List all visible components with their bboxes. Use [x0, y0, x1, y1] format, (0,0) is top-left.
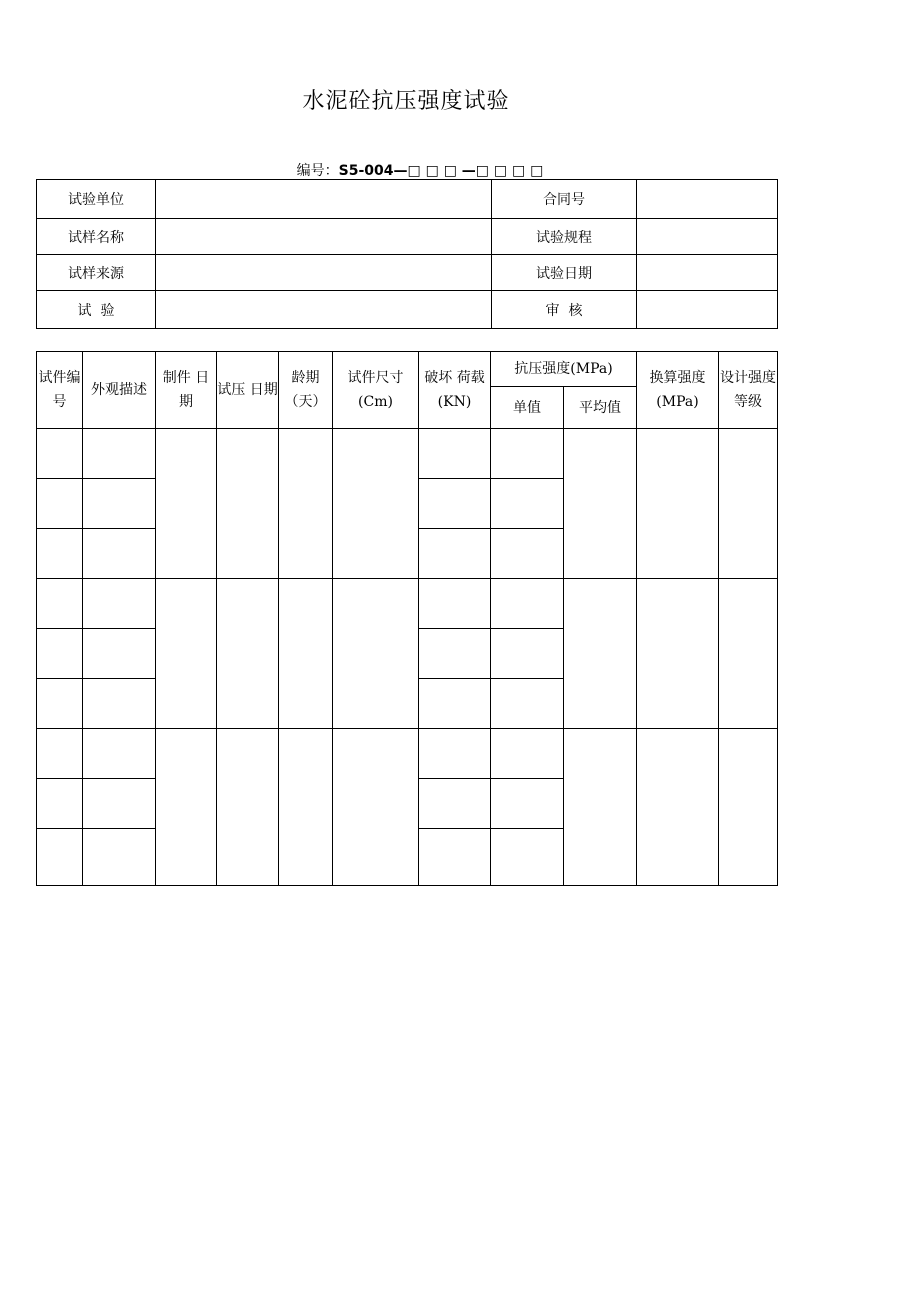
- col-make-date-header: 制件 日期: [156, 352, 217, 429]
- make-date-cell[interactable]: [156, 579, 217, 729]
- col-load-header: 破坏 荷载(KN): [419, 352, 491, 429]
- appearance-cell[interactable]: [83, 479, 156, 529]
- info-row: [37, 255, 778, 291]
- press-date-cell[interactable]: [217, 729, 279, 886]
- id-cell[interactable]: [37, 579, 83, 629]
- id-cell[interactable]: [37, 729, 83, 779]
- id-cell[interactable]: [37, 479, 83, 529]
- load-cell[interactable]: [419, 829, 491, 886]
- single-cell[interactable]: [491, 779, 564, 829]
- unit-value-cell[interactable]: [156, 180, 492, 219]
- header-row: [37, 352, 778, 387]
- design-cell[interactable]: [719, 579, 778, 729]
- table-row: [37, 579, 778, 629]
- single-cell[interactable]: [491, 829, 564, 886]
- col-appearance-header: 外观描述: [83, 352, 156, 429]
- make-date-cell[interactable]: [156, 429, 217, 579]
- appearance-cell[interactable]: [83, 579, 156, 629]
- load-cell[interactable]: [419, 579, 491, 629]
- appearance-cell[interactable]: [83, 729, 156, 779]
- id-cell[interactable]: [37, 429, 83, 479]
- reviewer-value-cell[interactable]: [637, 291, 778, 329]
- single-cell[interactable]: [491, 729, 564, 779]
- avg-cell[interactable]: [564, 579, 637, 729]
- table-row: [37, 729, 778, 779]
- id-cell[interactable]: [37, 779, 83, 829]
- appearance-cell[interactable]: [83, 529, 156, 579]
- col-converted-header: 换算强度(MPa): [637, 352, 719, 429]
- appearance-cell[interactable]: [83, 779, 156, 829]
- info-row: [37, 180, 778, 219]
- sample-source-value-cell[interactable]: [156, 255, 492, 291]
- sample-name-label: 试样名称: [37, 219, 156, 255]
- size-cell[interactable]: [333, 729, 419, 886]
- id-cell[interactable]: [37, 829, 83, 886]
- col-design-header: 设计强度等级: [719, 352, 778, 429]
- unit-label: 试验单位: [37, 180, 156, 219]
- appearance-cell[interactable]: [83, 629, 156, 679]
- test-results-table: [36, 351, 778, 886]
- design-cell[interactable]: [719, 729, 778, 886]
- load-cell[interactable]: [419, 629, 491, 679]
- col-size-header: 试件尺寸(Cm): [333, 352, 419, 429]
- spec-value-cell[interactable]: [637, 219, 778, 255]
- document-number: [0, 160, 840, 180]
- col-id-header: 试件编号: [37, 352, 83, 429]
- load-cell[interactable]: [419, 679, 491, 729]
- doc-number-label: 编号：: [296, 163, 339, 179]
- load-cell[interactable]: [419, 479, 491, 529]
- single-cell[interactable]: [491, 479, 564, 529]
- col-press-date-header: 试压 日期: [217, 352, 279, 429]
- col-avg-header: 平均值: [564, 387, 637, 429]
- tester-label: 试 验: [37, 291, 156, 329]
- info-table: [36, 179, 778, 329]
- appearance-cell[interactable]: [83, 429, 156, 479]
- single-cell[interactable]: [491, 429, 564, 479]
- converted-cell[interactable]: [637, 429, 719, 579]
- table-row: [37, 429, 778, 479]
- load-cell[interactable]: [419, 429, 491, 479]
- contract-label: 合同号: [492, 180, 637, 219]
- load-cell[interactable]: [419, 529, 491, 579]
- single-cell[interactable]: [491, 629, 564, 679]
- converted-cell[interactable]: [637, 579, 719, 729]
- age-cell[interactable]: [279, 579, 333, 729]
- col-strength-header: 抗压强度(MPa): [491, 352, 637, 387]
- test-date-value-cell[interactable]: [637, 255, 778, 291]
- make-date-cell[interactable]: [156, 729, 217, 886]
- doc-number-value: S5-004—□ □ □ —□ □ □ □: [338, 163, 544, 179]
- size-cell[interactable]: [333, 429, 419, 579]
- avg-cell[interactable]: [564, 729, 637, 886]
- sample-name-value-cell[interactable]: [156, 219, 492, 255]
- tester-value-cell[interactable]: [156, 291, 492, 329]
- avg-cell[interactable]: [564, 429, 637, 579]
- id-cell[interactable]: [37, 529, 83, 579]
- info-row: [37, 219, 778, 255]
- sample-source-label: 试样来源: [37, 255, 156, 291]
- single-cell[interactable]: [491, 529, 564, 579]
- single-cell[interactable]: [491, 579, 564, 629]
- converted-cell[interactable]: [637, 729, 719, 886]
- age-cell[interactable]: [279, 729, 333, 886]
- col-single-header: 单值: [491, 387, 564, 429]
- spec-label: 试验规程: [492, 219, 637, 255]
- load-cell[interactable]: [419, 729, 491, 779]
- id-cell[interactable]: [37, 629, 83, 679]
- appearance-cell[interactable]: [83, 679, 156, 729]
- appearance-cell[interactable]: [83, 829, 156, 886]
- press-date-cell[interactable]: [217, 429, 279, 579]
- press-date-cell[interactable]: [217, 579, 279, 729]
- reviewer-label: 审 核: [492, 291, 637, 329]
- design-cell[interactable]: [719, 429, 778, 579]
- id-cell[interactable]: [37, 679, 83, 729]
- age-cell[interactable]: [279, 429, 333, 579]
- contract-value-cell[interactable]: [637, 180, 778, 219]
- info-row: [37, 291, 778, 329]
- col-age-header: 龄期（天）: [279, 352, 333, 429]
- page-title: 水泥砼抗压强度试验: [302, 89, 510, 114]
- single-cell[interactable]: [491, 679, 564, 729]
- size-cell[interactable]: [333, 579, 419, 729]
- test-date-label: 试验日期: [492, 255, 637, 291]
- load-cell[interactable]: [419, 779, 491, 829]
